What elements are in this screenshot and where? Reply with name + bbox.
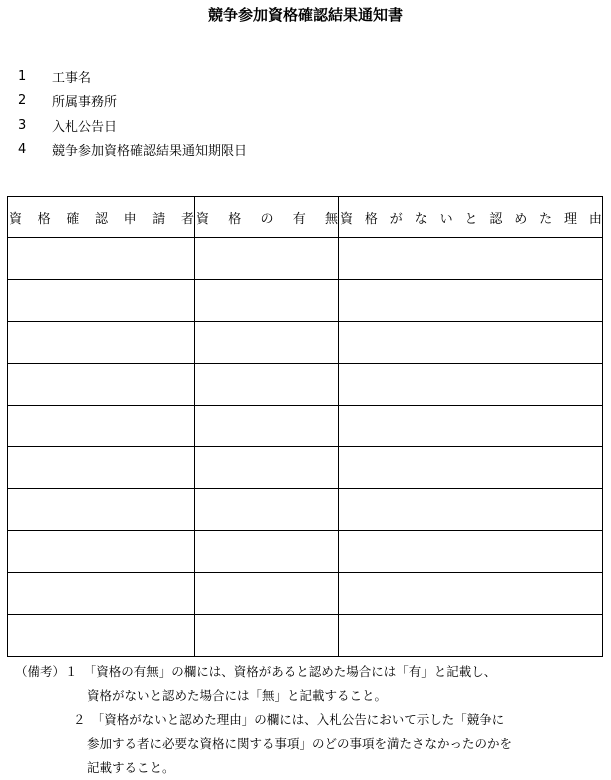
table-cell [195,405,339,447]
table-cell [8,531,195,573]
header-char: が [389,211,403,227]
header-char: 有 [292,211,306,227]
table-cell [339,615,603,657]
item-number: 1 [18,68,27,84]
note-line: 資格がないと認めた場合には「無」と記載すること。 [87,688,388,703]
header-char: の [260,211,274,227]
table-header-row [8,197,603,238]
table-cell [8,321,195,363]
header-char: 理 [564,211,578,227]
header-reason [339,197,603,238]
item-list [18,64,247,162]
result-table [7,196,603,657]
header-char: 請 [152,211,166,227]
header-char: 認 [489,211,503,227]
table-cell [195,363,339,405]
item-row [18,138,247,163]
table-row [8,489,603,531]
table-cell [195,321,339,363]
item-row [18,113,247,138]
table-cell [339,321,603,363]
table-row [8,363,603,405]
header-char: 格 [37,211,51,227]
table-row [8,615,603,657]
header-char: な [414,211,428,227]
table-row [8,447,603,489]
header-char: 格 [228,211,242,227]
header-char: 資 [196,211,210,227]
header-char: 格 [364,211,378,227]
header-char: め [514,211,528,227]
item-label: 工事名 [52,70,92,86]
table-cell [339,447,603,489]
header-char: 無 [324,211,338,227]
header-char: 由 [588,211,602,227]
header-char: 確 [66,211,80,227]
table-cell [8,447,195,489]
header-char: 資 [9,211,23,227]
item-row [18,89,247,114]
header-char: い [439,211,453,227]
table-row [8,573,603,615]
table-row [8,321,603,363]
header-char: 認 [94,211,108,227]
header-char: 資 [340,211,354,227]
table-cell [339,489,603,531]
table-cell [339,573,603,615]
table-cell [339,405,603,447]
note-line: 記載すること。 [87,760,175,775]
document-title: 競争参加資格確認結果通知書 [207,6,403,24]
item-number: 2 [18,93,27,109]
table-cell [195,447,339,489]
table-cell [8,489,195,531]
table-cell [195,489,339,531]
table-cell [195,573,339,615]
table-cell [339,279,603,321]
table-cell [8,615,195,657]
header-char: 者 [180,211,194,227]
header-applicant [8,197,195,238]
notes [15,660,512,780]
table-cell [195,238,339,280]
note-line: （備考）１ 「資格の有無」の欄には、資格があると認めた場合には「有」と記載し、 [15,664,497,679]
header-char: た [539,211,553,227]
item-label: 競争参加資格確認結果通知期限日 [52,144,248,160]
table-cell [8,363,195,405]
item-number: 4 [18,142,27,158]
table-row [8,531,603,573]
item-number: 3 [18,117,27,133]
item-row [18,64,247,89]
table-row [8,238,603,280]
table-row [8,405,603,447]
note-line: ２ 「資格がないと認めた理由」の欄には、入札公告において示した「競争に [73,712,505,727]
table-cell [195,531,339,573]
table-cell [195,279,339,321]
header-char: 申 [123,211,137,227]
table-cell [8,279,195,321]
table-cell [8,238,195,280]
table-cell [195,615,339,657]
header-eligibility [195,197,339,238]
table-cell [339,531,603,573]
table-row [8,279,603,321]
table-cell [339,363,603,405]
note-line: 参加する者に必要な資格に関する事項」のどの事項を満たさなかったのかを [87,736,513,751]
table-cell [339,238,603,280]
table-cell [8,573,195,615]
item-label: 入札公告日 [52,119,118,135]
item-label: 所属事務所 [52,95,118,111]
header-char: と [464,211,478,227]
table-cell [8,405,195,447]
